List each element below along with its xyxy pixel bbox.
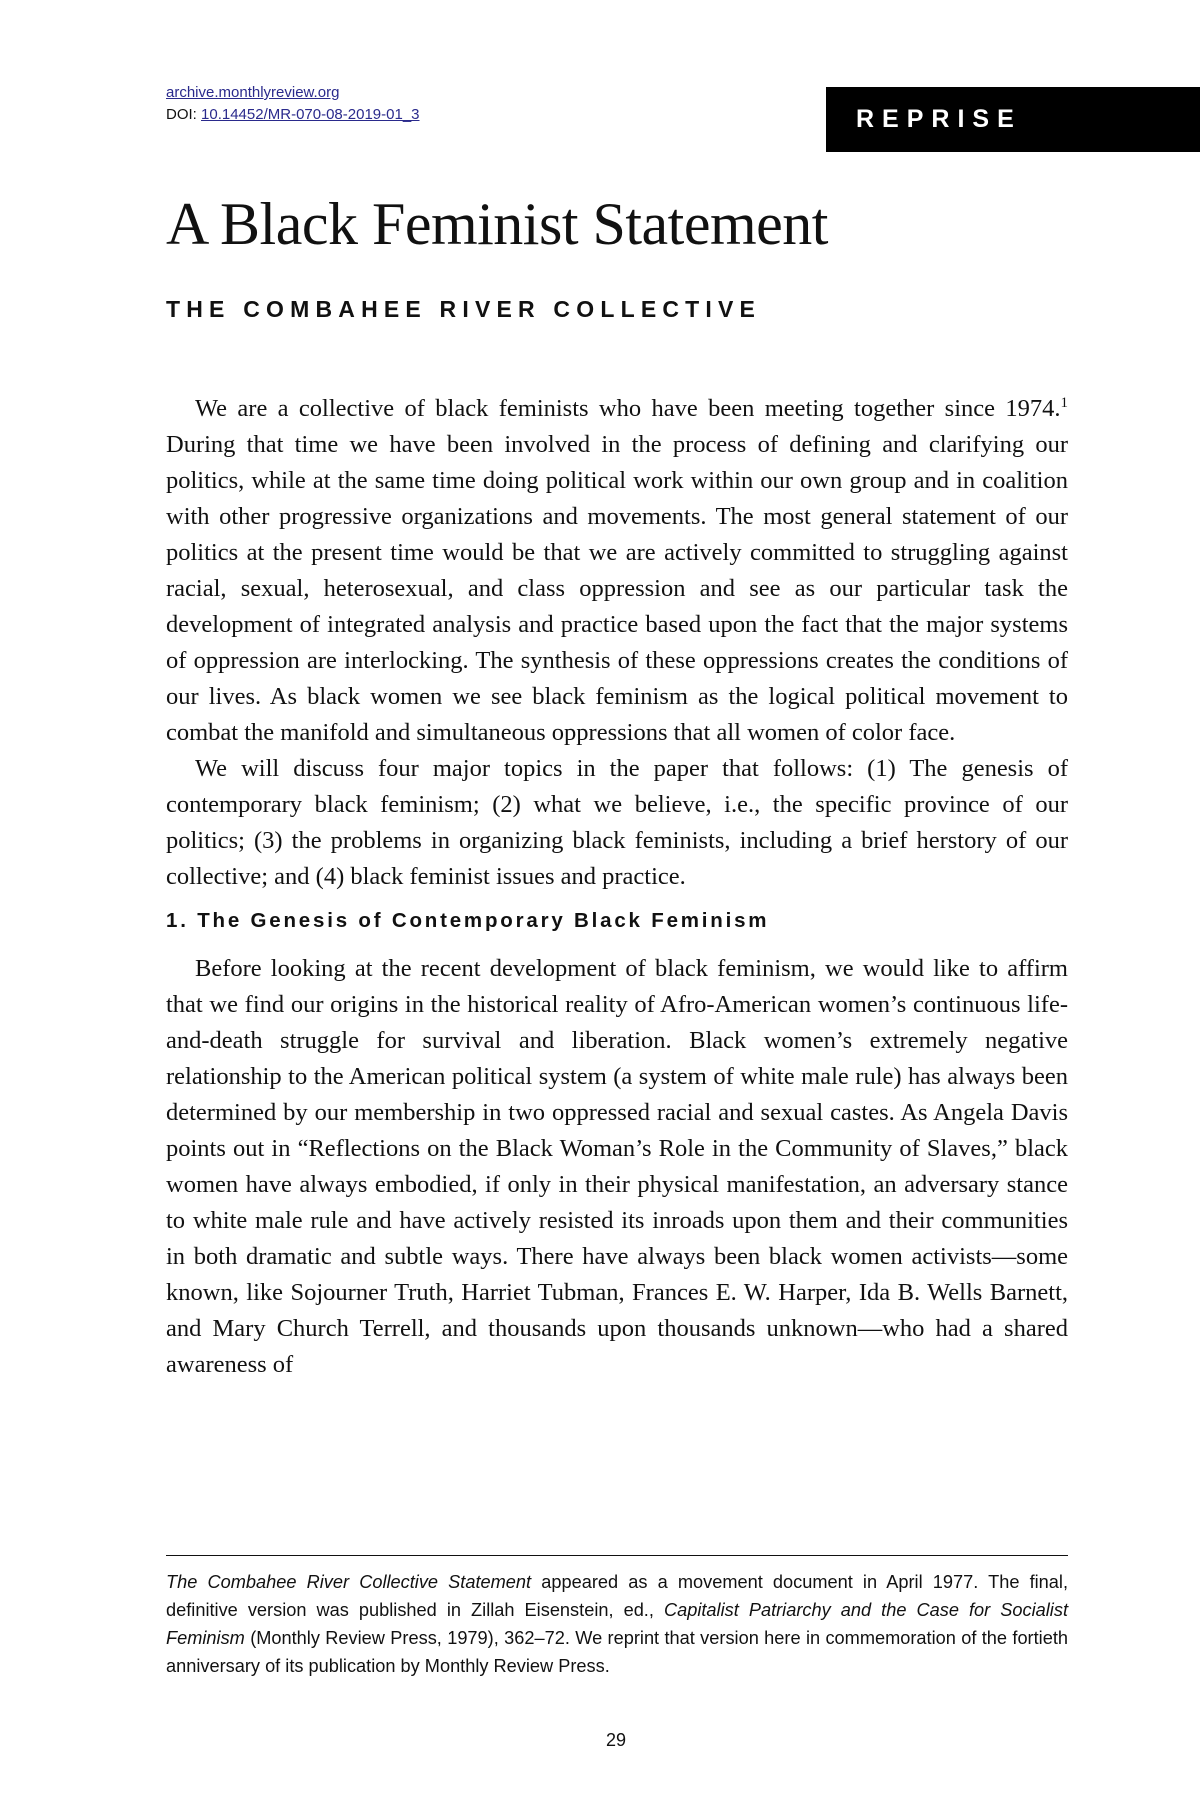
- source-link[interactable]: archive.monthlyreview.org: [166, 84, 340, 101]
- footnote: [166, 1568, 1068, 1680]
- article-body: [166, 391, 1068, 1383]
- footnote-text-a: appeared as a movement document in April 1977. The final, definitive version was published in Zillah Eisenstein, ed.,: [166, 1572, 1068, 1620]
- footnote-italic-title: The Combahee River Collective Statement: [166, 1572, 532, 1592]
- footnote-text-b: (Monthly Review Press, 1979), 362–72. We reprint that version here in commemoration of the fortieth anniversary of its publication by Monthly Review Press.: [166, 1628, 1068, 1676]
- paragraph-1-rest: During that time we have been involved in the process of defining and clarifying our politics, while at the same time doing political work within our own group and in coalition with other progressive organizations and movements. The most general statement of our politics at the present time would be that we are actively committed to struggling against racial, sexual, heterosexual, and class oppression and see as our particular task the development of integrated analysis and practice based upon the fact that the major systems of oppression are interlocking. The synthesis of these oppressions creates the conditions of our lives. As black women we see black feminism as the logical political movement to combat the manifold and simultaneous oppressions that all women of color face.: [166, 431, 1068, 746]
- paragraph-2: We will discuss four major topics in the paper that follows: (1) The genesis of contemporary black feminism; (2) what we believe, i.e., the specific province of our politics; (3) the problems in organizing black feminists, including a brief herstory of our collective; and (4) black feminist issues and practice.: [166, 755, 1068, 890]
- section-badge: REPRISE: [826, 87, 1200, 152]
- paragraph-3: Before looking at the recent development of black feminism, we would like to affirm that we find our origins in the historical reality of Afro-American women’s continuous life-and-death struggle for survival and liberation. Black women’s extremely negative relationship to the American political system (a system of white male rule) has always been determined by our membership in two oppressed racial and sexual castes. As Angela Davis points out in “Reflections on the Black Woman’s Role in the Community of Slaves,” black women have always embodied, if only in their physical manifestation, an adversary stance to white male rule and have actively resisted its inroads upon them and their communities in both dramatic and subtle ways. There have always been black women activists—some known, like Sojourner Truth, Harriet Tubman, Frances E. W. Harper, Ida B. Wells Barnett, and Mary Church Terrell, and thousands upon thousands unknown—who had a shared awareness of: [166, 955, 1068, 1378]
- footnote-italic-book: Capitalist Patriarchy and the Case for Socialist Feminism: [166, 1600, 1068, 1648]
- paragraph-1: [166, 391, 1068, 751]
- doi-link[interactable]: 10.14452/MR-070-08-2019-01_3: [201, 106, 420, 123]
- doi-label: DOI:: [166, 106, 202, 123]
- footnote-marker[interactable]: 1: [1060, 394, 1068, 411]
- header-links: [166, 82, 420, 126]
- article-title: A Black Feminist Statement: [166, 191, 828, 257]
- paragraph-1-start: We are a collective of black feminists who have been meeting together since 1974.: [195, 395, 1061, 422]
- footnote-divider: [166, 1555, 1068, 1556]
- section-heading-1: 1. The Genesis of Contemporary Black Feminism: [166, 909, 770, 932]
- page-number: 29: [605, 1730, 627, 1750]
- article-author: THE COMBAHEE RIVER COLLECTIVE: [166, 296, 762, 322]
